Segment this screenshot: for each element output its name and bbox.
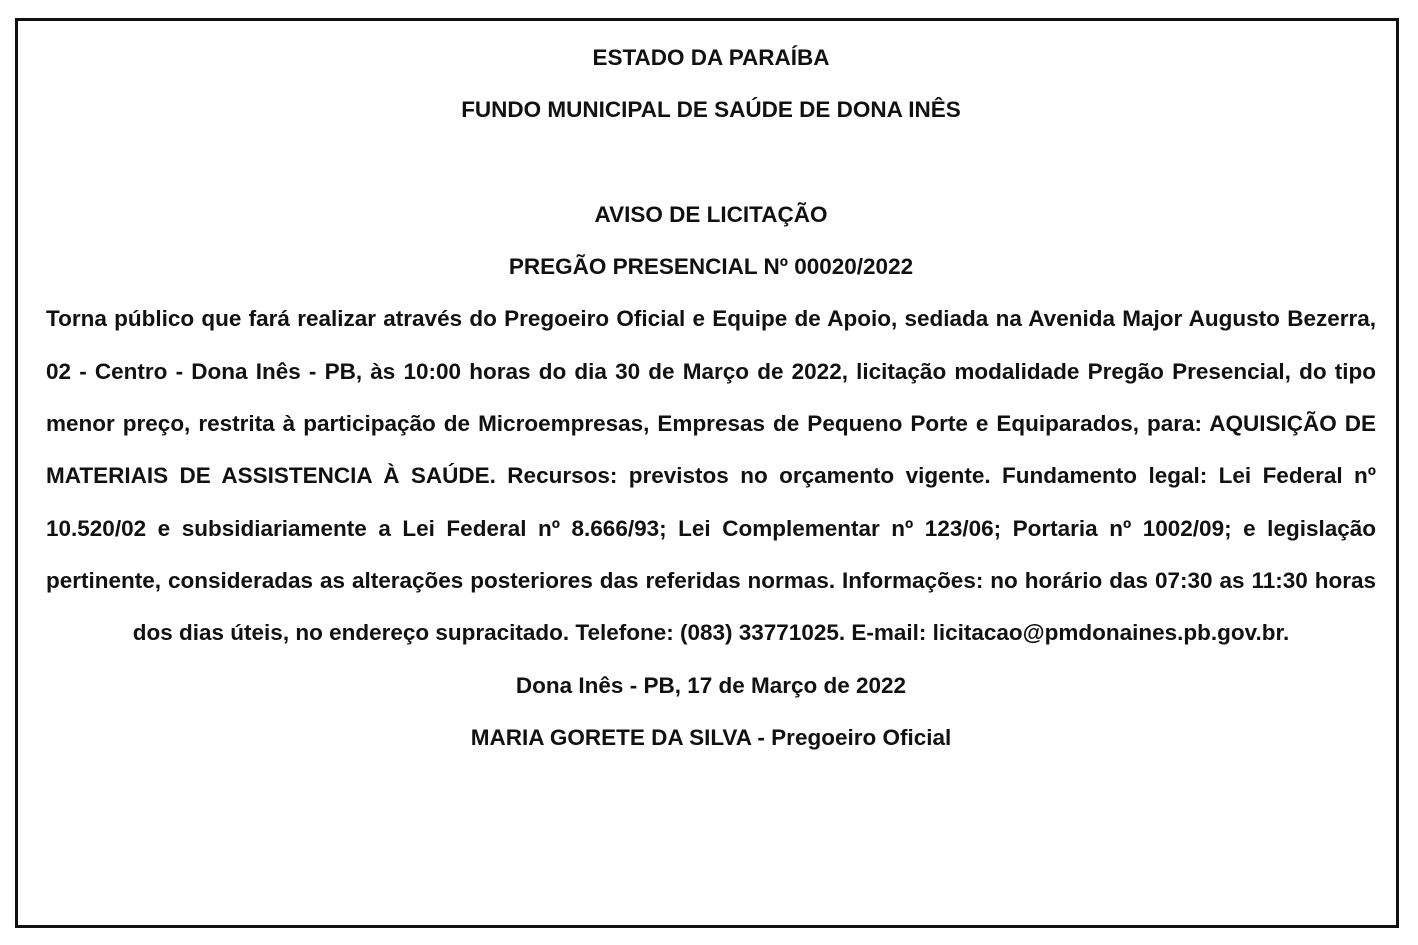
blank-line (46, 137, 1376, 189)
entity-heading: FUNDO MUNICIPAL DE SAÚDE DE DONA INÊS (461, 97, 961, 123)
place-date: Dona Inês - PB, 17 de Março de 2022 (515, 672, 907, 698)
notice-content (46, 21, 1376, 764)
notice-title: AVISO DE LICITAÇÃO (594, 201, 828, 227)
notice-number: PREGÃO PRESENCIAL Nº 00020/2022 (508, 254, 914, 280)
notice-frame (15, 18, 1399, 928)
state-heading: ESTADO DA PARAÍBA (592, 45, 830, 70)
signature: MARIA GORETE DA SILVA - Pregoeiro Oficial (470, 724, 952, 750)
notice-body: Torna público que fará realizar através do Pregoeiro Oficial e Equipe de Apoio, sediada na Avenida Major Augusto Bezerra, 02 - Centro - Dona Inês - PB, às 10:00 horas do dia 30 de Março de 2022, licitação modalidade Pregão Presencial, do tipo menor preço, restrita à participação de Microempresas, Empresas de Pequeno Porte e Equiparados, para: AQUISIÇÃO DE MATERIAIS DE ASSISTENCIA À SAÚDE. Recursos: previstos no orçamento vigente. Fundamento legal: Lei Federal nº 10.520/02 e subsidiariamente a Lei Federal nº 8.666/93; Lei Complementar nº 123/06; Portaria nº 1002/09; e legislação pertinente, consideradas as alterações posteriores das referidas normas. Informações: no horário das 07:30 as 11:30 horas dos dias úteis, no endereço supracitado. Telefone: (083) 33771025. E-mail: licitacao@pmdonaines.pb.gov.br. (46, 306, 1376, 646)
